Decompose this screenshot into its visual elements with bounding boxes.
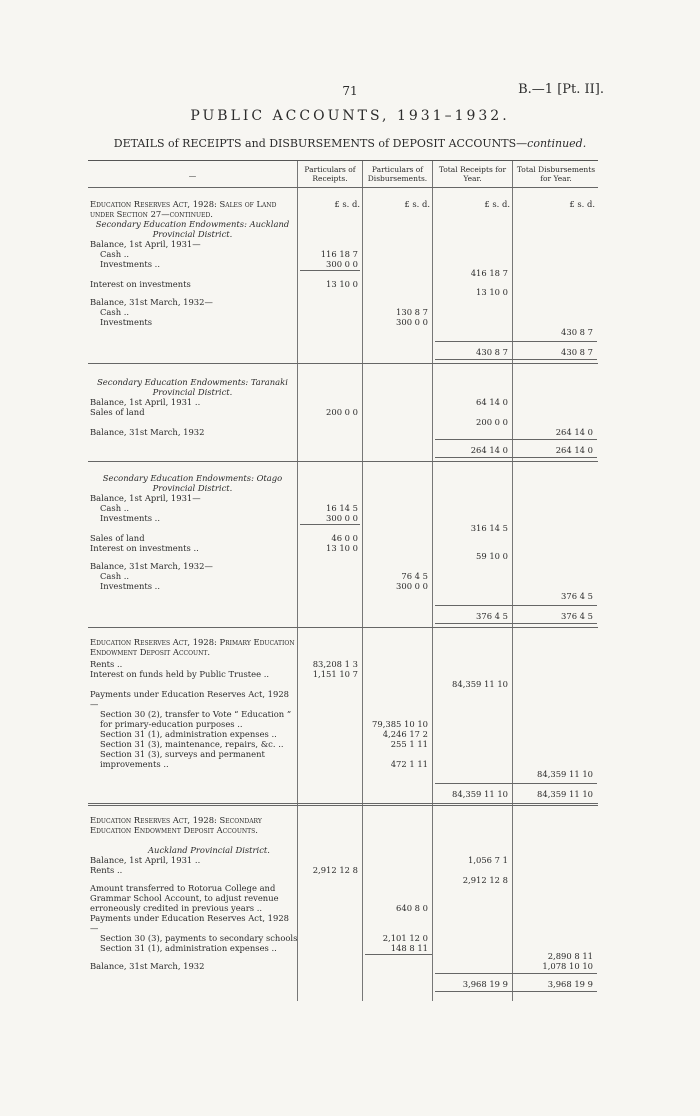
s3-sales: Sales of land bbox=[90, 533, 145, 543]
s1-d-inv: 300 0 0 bbox=[396, 317, 428, 327]
s3-total-disbursements: 376 4 5 bbox=[561, 611, 593, 621]
s4-total-disbursements: 84,359 11 10 bbox=[537, 789, 593, 799]
s5-subheading: Auckland Provincial District. bbox=[148, 845, 270, 855]
s5-d-amt: 640 8 0 bbox=[396, 903, 428, 913]
s1-heading: Education Reserves Act, 1928: Sales of Land under Section 27—continued. bbox=[90, 199, 277, 219]
s1-r-int: 13 10 0 bbox=[326, 279, 358, 289]
s2-total-disbursements: 264 14 0 bbox=[555, 445, 593, 455]
s3-d-inv: 300 0 0 bbox=[396, 581, 428, 591]
s4-t-rec: 84,359 11 10 bbox=[452, 679, 508, 689]
s1-r-inv: 300 0 0 bbox=[326, 259, 358, 269]
s4-t-disb: 84,359 11 10 bbox=[537, 769, 593, 779]
header-total-receipts: Total Receipts for Year. bbox=[438, 165, 507, 183]
s3-total-receipts: 376 4 5 bbox=[476, 611, 508, 621]
s1-t-disb: 430 8 7 bbox=[561, 327, 593, 337]
header-disbursements: Particulars of Disbursements. bbox=[367, 165, 428, 183]
s3-balance-close: Balance, 31st March, 1932— bbox=[90, 561, 213, 571]
header-receipts: Particulars of Receipts. bbox=[304, 165, 356, 183]
s5-amount-transferred: Amount transferred to Rotorua College and Grammar School Account, to adjust revenue erroneously credited in previous years .. bbox=[90, 883, 279, 913]
s3-balance-open: Balance, 1st April, 1931— bbox=[90, 493, 201, 503]
s4-heading: Education Reserves Act, 1928: Primary Education Endowment Deposit Account. bbox=[90, 637, 295, 657]
s1-total-receipts: 430 8 7 bbox=[476, 347, 508, 357]
header-total-disbursements: Total Disbursements for Year. bbox=[516, 165, 596, 183]
s2-total-receipts: 264 14 0 bbox=[470, 445, 508, 455]
s3-r-int: 13 10 0 bbox=[326, 543, 358, 553]
units-c1: £ s. d. bbox=[334, 199, 360, 209]
s5-total-receipts: 3,968 19 9 bbox=[462, 979, 508, 989]
s5-total-disbursements: 3,968 19 9 bbox=[547, 979, 593, 989]
page-title: PUBLIC ACCOUNTS, 1931–1932. bbox=[190, 108, 510, 124]
units-c4: £ s. d. bbox=[569, 199, 595, 209]
s3-investments-close: Investments .. bbox=[100, 581, 160, 591]
s5-td-1: 2,890 8 11 bbox=[547, 951, 593, 961]
page-number: 71 bbox=[342, 84, 358, 98]
units-c3: £ s. d. bbox=[484, 199, 510, 209]
s1-total-disbursements: 430 8 7 bbox=[561, 347, 593, 357]
s5-td-2: 1,078 10 10 bbox=[542, 961, 593, 971]
s3-r-sales: 46 0 0 bbox=[331, 533, 358, 543]
s4-d-s31b: 255 1 11 bbox=[390, 739, 428, 749]
s3-r-inv: 300 0 0 bbox=[326, 513, 358, 523]
s5-balance-close: Balance, 31st March, 1932 bbox=[90, 961, 205, 971]
s1-cash-close: Cash .. bbox=[100, 307, 130, 317]
s1-investments-close: Investments bbox=[100, 317, 153, 327]
accounts-table bbox=[88, 160, 598, 1001]
page-subtitle: DETAILS of RECEIPTS and DISBURSEMENTS of DEPOSIT ACCOUNTS—continued. bbox=[113, 137, 587, 150]
s3-heading: Secondary Education Endowments: Otago Provincial District. bbox=[102, 473, 283, 493]
s2-balance-close: Balance, 31st March, 1932 bbox=[90, 427, 205, 437]
s5-section30: Section 30 (3), payments to secondary schools bbox=[100, 933, 298, 943]
s4-payments: Payments under Education Reserves Act, 1928— bbox=[90, 689, 289, 709]
s5-section31: Section 31 (1), administration expenses .. bbox=[100, 943, 277, 953]
s1-balance-open: Balance, 1st April, 1931— bbox=[90, 239, 201, 249]
document-reference: B.—1 [Pt. II]. bbox=[518, 82, 604, 97]
s1-interest: Interest on investments bbox=[90, 279, 191, 289]
s4-section31-1: Section 31 (1), administration expenses .. bbox=[100, 729, 277, 739]
s5-d-s30: 2,101 12 0 bbox=[382, 933, 428, 943]
s4-d-s30: 79,385 10 10 bbox=[372, 719, 428, 729]
s3-r-cash: 16 14 5 bbox=[326, 503, 358, 513]
s4-interest: Interest on funds held by Public Trustee .. bbox=[90, 669, 270, 679]
s2-sales: Sales of land bbox=[90, 407, 145, 417]
s4-section31-3a: Section 31 (3), maintenance, repairs, &c. .. bbox=[100, 739, 284, 749]
s2-d-bal: 264 14 0 bbox=[555, 427, 593, 437]
s3-cash-close: Cash .. bbox=[100, 571, 130, 581]
s2-t-bal: 64 14 0 bbox=[476, 397, 508, 407]
s1-subheading: Secondary Education Endowments: Auckland Provincial District. bbox=[95, 219, 290, 239]
s4-total-receipts: 84,359 11 10 bbox=[452, 789, 508, 799]
s4-d-s31a: 4,246 17 2 bbox=[382, 729, 428, 739]
s4-section31-3b: Section 31 (3), surveys and permanent improvements .. bbox=[100, 749, 265, 769]
header-dash: — bbox=[188, 171, 197, 180]
s1-r-cash: 116 18 7 bbox=[320, 249, 358, 259]
s5-t-rents: 2,912 12 8 bbox=[462, 875, 508, 885]
s1-t-int: 13 10 0 bbox=[476, 287, 508, 297]
s3-investments: Investments .. bbox=[100, 513, 160, 523]
s1-cash: Cash .. bbox=[100, 249, 130, 259]
s5-balance-open: Balance, 1st April, 1931 .. bbox=[90, 855, 201, 865]
s5-payments: Payments under Education Reserves Act, 1928— bbox=[90, 913, 289, 933]
s2-heading: Secondary Education Endowments: Taranaki Provincial District. bbox=[97, 377, 288, 397]
s5-rents: Rents .. bbox=[90, 865, 123, 875]
s3-t-bal: 316 14 5 bbox=[470, 523, 508, 533]
s4-r-int: 1,151 10 7 bbox=[312, 669, 358, 679]
s2-t-sales: 200 0 0 bbox=[476, 417, 508, 427]
units-c2: £ s. d. bbox=[404, 199, 430, 209]
s4-d-s31c: 472 1 11 bbox=[390, 759, 428, 769]
s1-t-bal: 416 18 7 bbox=[470, 268, 508, 278]
s3-d-cash: 76 4 5 bbox=[401, 571, 428, 581]
s3-cash: Cash .. bbox=[100, 503, 130, 513]
s4-section30: Section 30 (2), transfer to Vote “ Education ” for primary-education purposes .. bbox=[100, 709, 292, 729]
s2-balance-open: Balance, 1st April, 1931 .. bbox=[90, 397, 201, 407]
s3-t-disb: 376 4 5 bbox=[561, 591, 593, 601]
s1-investments: Investments .. bbox=[100, 259, 160, 269]
s4-r-rents: 83,208 1 3 bbox=[312, 659, 358, 669]
s3-interest: Interest on investments .. bbox=[90, 543, 199, 553]
s5-heading: Education Reserves Act, 1928: Secondary Education Endowment Deposit Accounts. bbox=[90, 815, 262, 835]
s4-rents: Rents .. bbox=[90, 659, 123, 669]
s1-balance-close: Balance, 31st March, 1932— bbox=[90, 297, 213, 307]
s1-d-cash: 130 8 7 bbox=[396, 307, 428, 317]
s5-r-rents: 2,912 12 8 bbox=[312, 865, 358, 875]
s5-d-s31: 148 8 11 bbox=[390, 943, 428, 953]
s2-r-sales: 200 0 0 bbox=[326, 407, 358, 417]
s3-t-other: 59 10 0 bbox=[476, 551, 508, 561]
s5-t-bal: 1,056 7 1 bbox=[468, 855, 508, 865]
